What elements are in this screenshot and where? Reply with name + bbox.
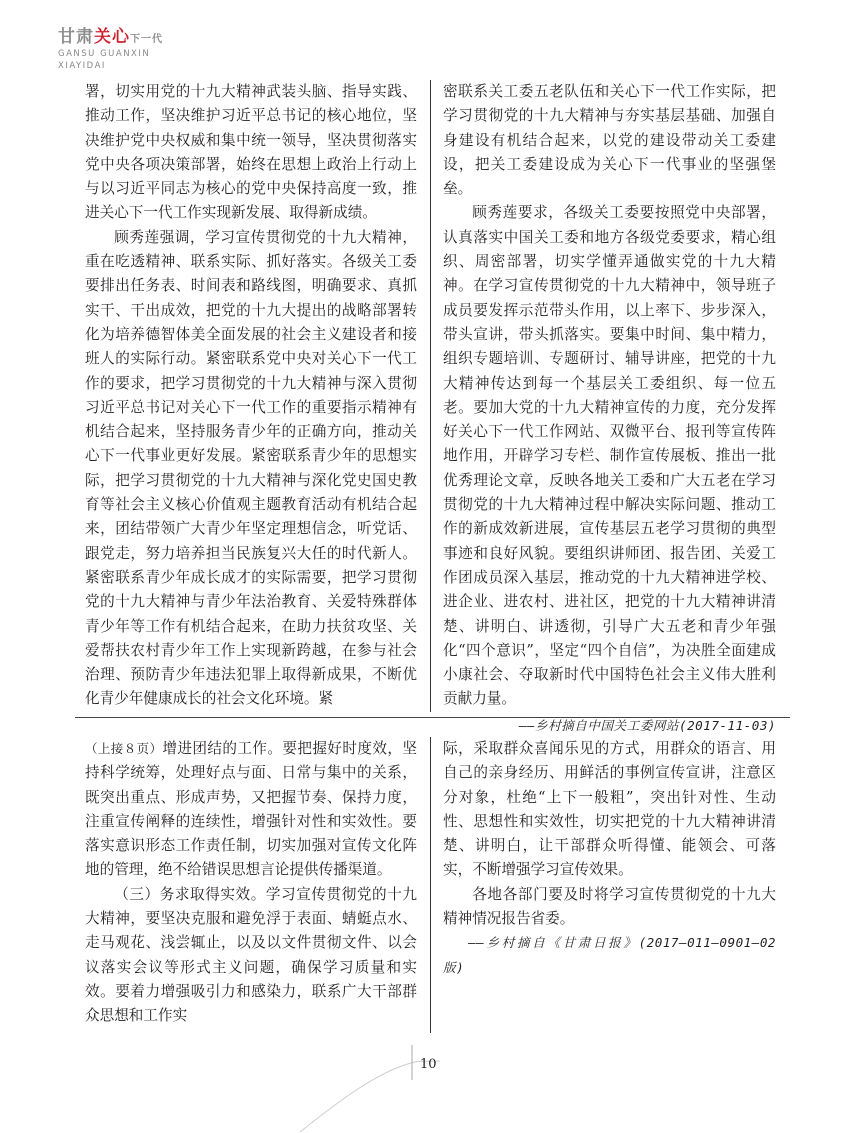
- logo-title: [58, 22, 163, 47]
- bottom-left-paragraph-1-text: 增进团结的工作。要把握好时度效，坚持科学统筹，处理好点与面、日常与集中的关系，既突出重点、形成声势，又把握节奏、保持力度，注重宣传阐释的连续性，增强针对性和实效性。要落实意识形态工作责任制，切实加强对宣传文化阵地的管理，绝不给错误思想言论提供传播渠道。: [85, 740, 417, 879]
- top-left-column: [85, 80, 417, 712]
- bottom-left-paragraph-2: （三）务求取得实效。学习宣传贯彻党的十九大精神，要坚决克服和避免浮于表面、蜻蜓点水、走马观花、浅尝辄止，以及以文件贯彻文件、以会议落实会议等形式主义问题，确保学习质量和实效。要着力增强吸引力和感染力，联系广大干部群众思想和工作实: [85, 885, 417, 1025]
- logo-text-b: 关心: [94, 27, 130, 47]
- bottom-column-divider: [430, 737, 431, 1033]
- section-divider: [75, 717, 790, 718]
- bottom-left-paragraph-1: [85, 737, 417, 883]
- bottom-left-column: [85, 737, 417, 1029]
- logo-en-line-1: GANSU GUANXIN: [58, 49, 151, 59]
- bottom-right-column: [443, 737, 776, 980]
- magazine-logo: [58, 22, 163, 71]
- bottom-right-paragraph-2: 各地各部门要及时将学习宣传贯彻党的十九大精神情况报告省委。: [443, 885, 776, 928]
- top-left-paragraph-2: 顾秀莲强调，学习宣传贯彻党的十九大精神，重在吃透精神、联系实际、抓好落实。各级关工委要排出任务表、时间表和路线图，明确要求、真抓实干、干出成效，把党的十九大提出的战略部署转化为培养德智体美全面发展的社会主义建设者和接班人的实际行动。紧密联系党中央对关心下一代工作的要求，把学习贯彻党的十九大精神与深入贯彻习近平总书记对关心下一代工作的重要指示精神有机结合起来，坚持服务青少年的正确方向，推动关心下一代事业更好发展。紧密联系青少年的思想实际，把学习贯彻党的十九大精神与深化党史国史教育等社会主义核心价值观主题教育活动有机结合起来，团结带领广大青少年坚定理想信念，听党话、跟党走，努力培养担当民族复兴大任的时代新人。紧密联系青少年成长成才的实际需要，把学习贯彻党的十九大精神与青少年法治教育、关爱特殊群体青少年等工作有机结合起来，在助力扶贫攻坚、关爱帮扶农村青少年工作上实现新跨越，在参与社会治理、预防青少年违法犯罪上取得新成果，不断优化青少年健康成长的社会文化环境。紧: [85, 228, 417, 708]
- bottom-right-paragraph-1: 际，采取群众喜闻乐见的方式，用群众的语言、用自己的亲身经历、用鲜活的事例宣传宣讲，注意区分对象，杜绝“上下一般粗”，突出针对性、生动性、思想性和实效性，切实把党的十九大精神讲清楚、讲明白，让干部群众听得懂、能领会、可落实，不断增强学习宣传效果。: [443, 740, 776, 879]
- top-left-paragraph-1: 署，切实用党的十九大精神武装头脑、指导实践、推动工作，坚决维护习近平总书记的核心地位，坚决维护党中央权威和集中统一领导，坚决贯彻落实党中央各项决策部署，始终在思想上政治上行动上与以习近平同志为核心的党中央保持高度一致，推进关心下一代工作实现新发展、取得新成绩。: [85, 83, 417, 222]
- top-right-column: [443, 80, 776, 738]
- decorative-footer-curve: [300, 1040, 560, 1133]
- top-column-divider: [430, 80, 431, 712]
- top-right-paragraph-1: 密联系关工委五老队伍和关心下一代工作实际，把学习贯彻党的十九大精神与夯实基层基础、加强自身建设有机结合起来，以党的建设带动关工委建设，把关工委建设成为关心下一代事业的坚强堡垒。: [443, 83, 776, 198]
- top-right-paragraph-2: 顾秀莲要求，各级关工委要按照党中央部署，认真落实中国关工委和地方各级党委要求，精心组织、周密部署，切实学懂弄通做实党的十九大精神。在学习宣传贯彻党的十九大精神中，领导班子成员要发挥示范带头作用，以上率下、步步深入，带头宣讲，带头抓落实。要集中时间、集中精力，组织专题培训、专题研讨、辅导讲座，把党的十九大精神传达到每一个基层关工委组织、每一位五老。要加大党的十九大精神宣传的力度，充分发挥好关心下一代工作网站、双微平台、报刊等宣传阵地作用，开辟学习专栏、制作宣传展板、推出一批优秀理论文章，反映各地关工委和广大五老在学习贯彻党的十九大精神过程中解决实际问题、推动工作的新成效新进展，宣传基层五老学习贯彻的典型事迹和良好风貌。要组织讲师团、报告团、关爱工作团成员深入基层，推动党的十九大精神进学校、进企业、进农村、进社区，把党的十九大精神讲清楚、讲明白、讲透彻，引导广大五老和青少年强化“四个意识”，坚定“四个自信”，为决胜全面建成小康社会、夺取新时代中国特色社会主义伟大胜利贡献力量。: [443, 204, 776, 708]
- bottom-right-source: ——乡村摘自《甘肃日报》(2017—011—0901—02 版): [443, 935, 776, 975]
- logo-text-a: 甘肃: [58, 27, 94, 47]
- top-right-source: ——乡村摘自中国关工委网站(2017-11-03): [518, 717, 776, 733]
- logo-text-c: 下一代: [130, 34, 163, 45]
- continued-from-label: （上接８页）: [85, 741, 163, 756]
- page-number: 10: [420, 1057, 437, 1072]
- logo-en-line-2: XIAYIDAI: [58, 61, 106, 71]
